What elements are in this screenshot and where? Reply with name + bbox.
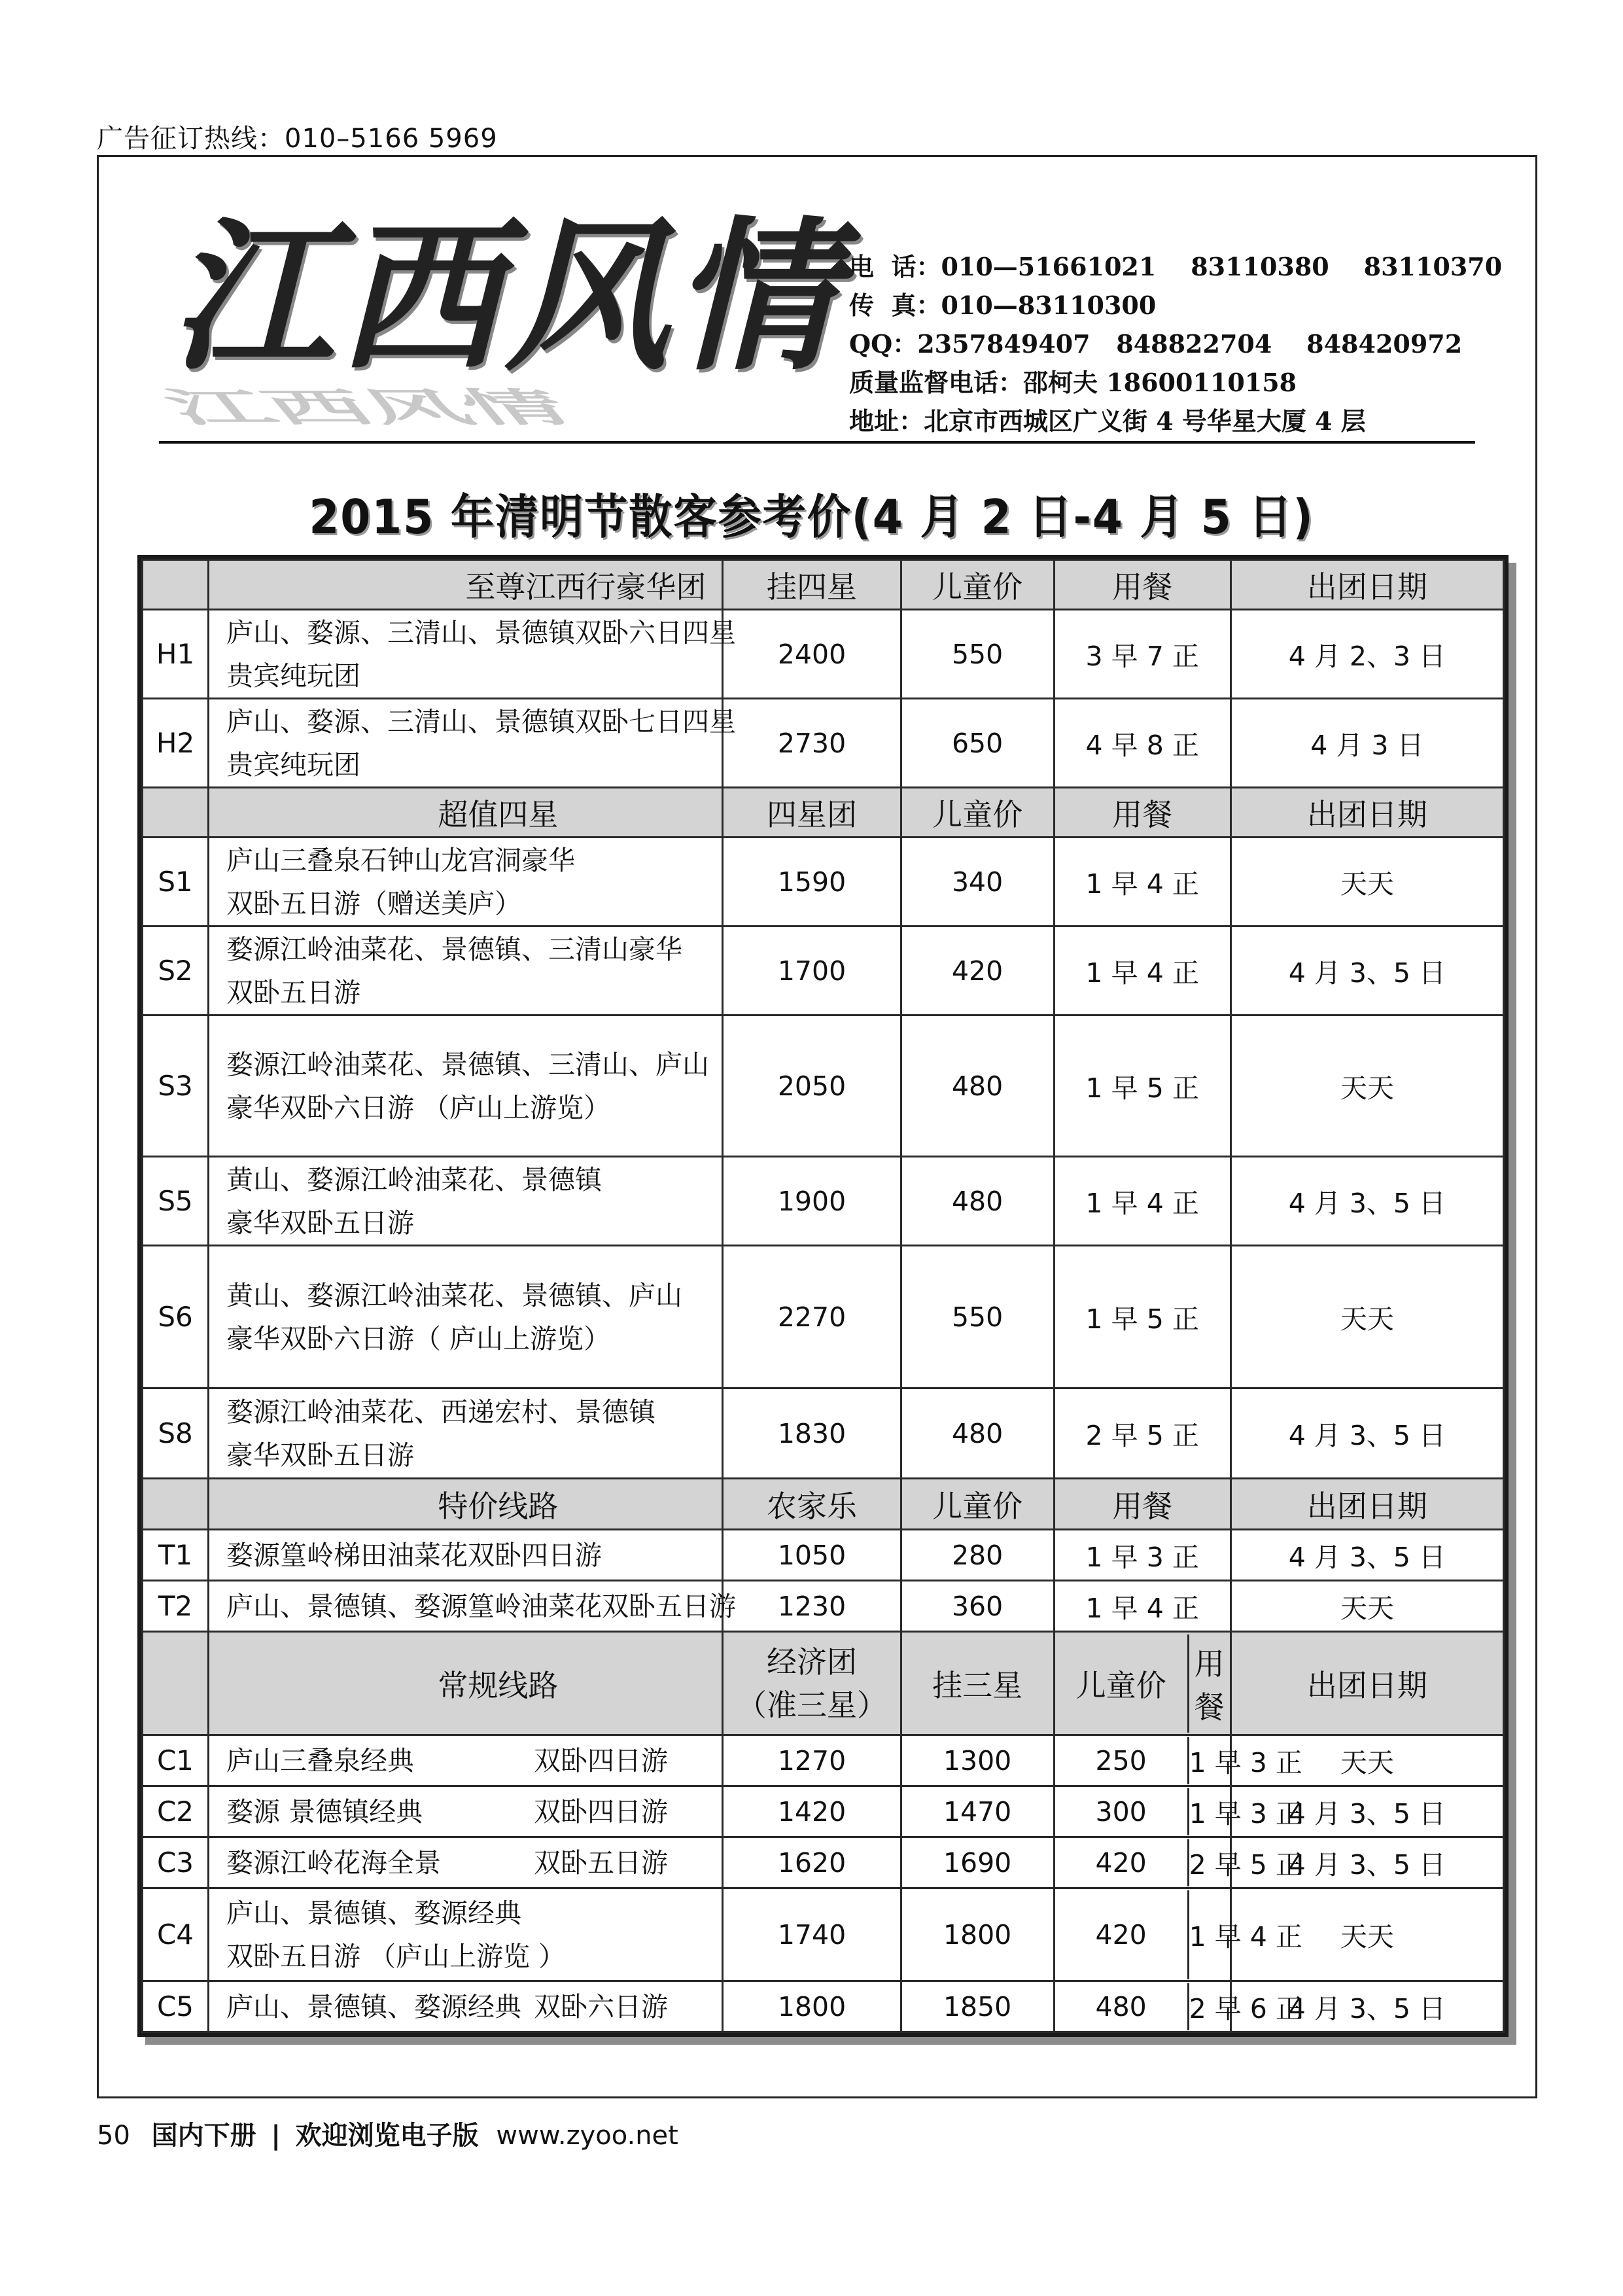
route-desc bbox=[209, 1981, 723, 2032]
route-desc: 婺源江岭油菜花、西递宏村、景德镇 豪华双卧五日游 bbox=[209, 1388, 723, 1479]
route-desc: 庐山、婺源、三清山、景德镇双卧六日四星 贵宾纯玩团 bbox=[209, 610, 723, 699]
header-date: 出团日期 bbox=[1230, 788, 1503, 838]
route-code: C3 bbox=[143, 1837, 209, 1888]
route-code: T2 bbox=[143, 1581, 209, 1632]
route-price-economy: 1740 bbox=[723, 1888, 901, 1981]
route-child-price: 360 bbox=[901, 1581, 1054, 1632]
contact-phone: 电 话：010—51661021 83110380 83110370 bbox=[849, 252, 1503, 281]
route-price: 1700 bbox=[723, 927, 901, 1016]
footer-slogan: 欢迎浏览电子版 bbox=[295, 2121, 479, 2151]
header-meal: 用餐 bbox=[1194, 1646, 1225, 1725]
route-price-economy: 1800 bbox=[723, 1981, 901, 2032]
table-row bbox=[143, 927, 1504, 1016]
table-row bbox=[143, 838, 1504, 927]
route-price-three-star: 1850 bbox=[901, 1981, 1054, 2032]
header-divider bbox=[159, 441, 1475, 444]
route-meal: 2 早 5 正 bbox=[1189, 1849, 1302, 1881]
header-meal: 用餐 bbox=[1054, 1479, 1230, 1530]
route-price-three-star: 1690 bbox=[901, 1837, 1054, 1888]
route-date: 4 月 3、5 日 bbox=[1230, 1981, 1503, 2032]
route-meal: 1 早 3 正 bbox=[1054, 1530, 1230, 1581]
ad-hotline: 广告征订热线：010–5166 5969 bbox=[97, 124, 498, 154]
header-date: 出团日期 bbox=[1230, 1632, 1503, 1735]
route-meal: 1 早 4 正 bbox=[1054, 927, 1230, 1016]
contact-address: 地址：北京市西城区广义街 4 号华星大厦 4 层 bbox=[849, 406, 1366, 436]
route-price-economy: 1620 bbox=[723, 1837, 901, 1888]
route-code: C4 bbox=[143, 1888, 209, 1981]
route-desc bbox=[209, 1735, 723, 1786]
route-meal: 1 早 4 正 bbox=[1054, 838, 1230, 927]
header-three-star: 挂三星 bbox=[901, 1632, 1054, 1735]
route-code: S6 bbox=[143, 1246, 209, 1388]
route-date: 天天 bbox=[1230, 1246, 1503, 1388]
header-child: 儿童价 bbox=[901, 788, 1054, 838]
route-date: 4 月 3、5 日 bbox=[1230, 927, 1503, 1016]
table-row bbox=[143, 610, 1504, 699]
route-meal: 1 早 5 正 bbox=[1054, 1016, 1230, 1157]
section-header bbox=[143, 788, 1504, 838]
route-meal: 1 早 4 正 bbox=[1054, 1581, 1230, 1632]
route-date: 4 月 3、5 日 bbox=[1230, 1530, 1503, 1581]
route-date: 4 月 2、3 日 bbox=[1230, 610, 1503, 699]
route-meal: 3 早 7 正 bbox=[1054, 610, 1230, 699]
header-price: 挂四星 bbox=[723, 560, 901, 610]
table-row bbox=[143, 1157, 1504, 1246]
route-price-three-star: 1470 bbox=[901, 1786, 1054, 1837]
route-name: 婺源江岭花海全景 bbox=[226, 1846, 442, 1879]
route-child-price: 480 bbox=[901, 1388, 1054, 1479]
table-row bbox=[143, 1786, 1504, 1837]
route-desc bbox=[209, 1786, 723, 1837]
route-date: 4 月 3、5 日 bbox=[1230, 1157, 1503, 1246]
table-row bbox=[143, 1388, 1504, 1479]
route-child-meal bbox=[1054, 1837, 1302, 1888]
route-child-price: 480 bbox=[1055, 1983, 1189, 2030]
route-desc: 婺源篁岭梯田油菜花双卧四日游 bbox=[209, 1530, 723, 1581]
route-code: S3 bbox=[143, 1016, 209, 1157]
header-code-cell bbox=[143, 560, 209, 610]
route-code: S8 bbox=[143, 1388, 209, 1479]
header-child: 儿童价 bbox=[901, 560, 1054, 610]
route-price-three-star: 1300 bbox=[901, 1735, 1054, 1786]
table-row bbox=[143, 1246, 1504, 1388]
route-price: 2730 bbox=[723, 699, 901, 788]
header-price: 农家乐 bbox=[723, 1479, 901, 1530]
header-economy bbox=[723, 1632, 901, 1735]
header-economy-sub: （准三星） bbox=[736, 1687, 887, 1723]
route-price-economy: 1420 bbox=[723, 1786, 901, 1837]
route-desc bbox=[209, 1837, 723, 1888]
contact-supervision: 质量监督电话：邵柯夫 18600110158 bbox=[849, 368, 1297, 397]
section-title: 特价线路 bbox=[209, 1479, 723, 1530]
route-meal: 1 早 4 正 bbox=[1054, 1157, 1230, 1246]
header-child: 儿童价 bbox=[901, 1479, 1054, 1530]
route-price: 1830 bbox=[723, 1388, 901, 1479]
route-meal: 1 早 4 正 bbox=[1189, 1921, 1302, 1952]
table-row bbox=[143, 1837, 1504, 1888]
route-desc: 婺源江岭油菜花、景德镇、三清山豪华 双卧五日游 bbox=[209, 927, 723, 1016]
route-child-price: 280 bbox=[901, 1530, 1054, 1581]
table-row bbox=[143, 1581, 1504, 1632]
route-meal: 2 早 5 正 bbox=[1054, 1388, 1230, 1479]
route-name: 庐山三叠泉经典 bbox=[226, 1744, 415, 1776]
table-row bbox=[143, 1888, 1504, 1981]
route-code: C5 bbox=[143, 1981, 209, 2032]
route-meal: 1 早 3 正 bbox=[1189, 1798, 1302, 1829]
route-code: C1 bbox=[143, 1735, 209, 1786]
footer-separator: | bbox=[271, 2121, 281, 2151]
route-desc: 庐山、景德镇、婺源篁岭油菜花双卧五日游 bbox=[209, 1581, 723, 1632]
table-row bbox=[143, 1981, 1504, 2032]
route-child-price: 340 bbox=[901, 838, 1054, 927]
footer-url[interactable]: www.zyoo.net bbox=[496, 2121, 678, 2151]
route-date: 4 月 3、5 日 bbox=[1230, 1837, 1503, 1888]
route-child-price: 550 bbox=[901, 610, 1054, 699]
section-header bbox=[143, 1632, 1504, 1735]
route-desc: 黄山、婺源江岭油菜花、景德镇 豪华双卧五日游 bbox=[209, 1157, 723, 1246]
section-header bbox=[143, 1479, 1504, 1530]
table-row bbox=[143, 1735, 1504, 1786]
route-child-meal bbox=[1054, 1735, 1302, 1786]
route-meal: 1 早 5 正 bbox=[1054, 1246, 1230, 1388]
route-child-meal bbox=[1054, 1981, 1302, 2032]
header-code-cell bbox=[143, 1479, 209, 1530]
route-code: S1 bbox=[143, 838, 209, 927]
header-meal: 用餐 bbox=[1054, 788, 1230, 838]
price-table bbox=[137, 555, 1509, 2037]
route-price: 2270 bbox=[723, 1246, 901, 1388]
route-desc: 庐山、婺源、三清山、景德镇双卧七日四星 贵宾纯玩团 bbox=[209, 699, 723, 788]
route-price: 1050 bbox=[723, 1530, 901, 1581]
route-tour: 双卧五日游 （庐山上游览 ） bbox=[226, 1940, 566, 1972]
route-price: 2400 bbox=[723, 610, 901, 699]
header-child: 儿童价 bbox=[1055, 1634, 1189, 1733]
route-price: 2050 bbox=[723, 1016, 901, 1157]
route-desc: 庐山三叠泉石钟山龙宫洞豪华 双卧五日游（赠送美庐） bbox=[209, 838, 723, 927]
section-title: 至尊江西行豪华团 bbox=[209, 560, 723, 610]
page-number: 50 bbox=[97, 2121, 130, 2151]
route-child-price: 300 bbox=[1055, 1788, 1189, 1835]
footer-section: 国内下册 bbox=[151, 2121, 256, 2151]
table-row bbox=[143, 1530, 1504, 1581]
logo-text: 江西风情 bbox=[160, 200, 879, 393]
route-tour: 双卧六日游 bbox=[534, 1990, 669, 2022]
route-desc bbox=[209, 1888, 723, 1981]
route-name: 庐山、景德镇、婺源经典 bbox=[226, 1990, 522, 2022]
contact-info bbox=[849, 247, 1502, 440]
table-row bbox=[143, 699, 1504, 788]
header-date: 出团日期 bbox=[1230, 1479, 1503, 1530]
route-code: H2 bbox=[143, 699, 209, 788]
route-price: 1900 bbox=[723, 1157, 901, 1246]
section-title: 超值四星 bbox=[209, 788, 723, 838]
page-footer bbox=[97, 2115, 678, 2152]
route-meal: 4 早 8 正 bbox=[1054, 699, 1230, 788]
route-child-price: 250 bbox=[1055, 1737, 1189, 1784]
route-tour: 双卧五日游 bbox=[534, 1846, 669, 1879]
route-name: 庐山、景德镇、婺源经典 bbox=[226, 1897, 522, 1929]
route-date: 天天 bbox=[1230, 838, 1503, 927]
route-date: 天天 bbox=[1230, 1888, 1503, 1981]
logo bbox=[152, 200, 879, 457]
route-price: 1230 bbox=[723, 1581, 901, 1632]
route-child-meal bbox=[1054, 1786, 1302, 1837]
route-name: 婺源 景德镇经典 bbox=[226, 1795, 423, 1828]
section-title: 常规线路 bbox=[209, 1632, 723, 1735]
route-child-price: 480 bbox=[901, 1016, 1054, 1157]
route-child-meal bbox=[1054, 1888, 1302, 1981]
route-child-price: 650 bbox=[901, 699, 1054, 788]
route-date: 4 月 3、5 日 bbox=[1230, 1388, 1503, 1479]
header-child-meal bbox=[1054, 1632, 1230, 1735]
contact-fax: 传 真：010—83110300 bbox=[849, 291, 1157, 320]
route-code: C2 bbox=[143, 1786, 209, 1837]
route-child-price: 480 bbox=[901, 1157, 1054, 1246]
route-date: 4 月 3、5 日 bbox=[1230, 1786, 1503, 1837]
route-date: 4 月 3 日 bbox=[1230, 699, 1503, 788]
logo-shadow: 江西风情 bbox=[152, 384, 584, 431]
route-meal: 2 早 6 正 bbox=[1189, 1993, 1302, 2024]
route-date: 天天 bbox=[1230, 1581, 1503, 1632]
header-meal: 用餐 bbox=[1054, 560, 1230, 610]
page-title: 2015 年清明节散客参考价(4 月 2 日-4 月 5 日) bbox=[309, 489, 1314, 544]
route-price-three-star: 1800 bbox=[901, 1888, 1054, 1981]
header-code-cell bbox=[143, 788, 209, 838]
route-desc: 黄山、婺源江岭油菜花、景德镇、庐山 豪华双卧六日游（ 庐山上游览） bbox=[209, 1246, 723, 1388]
route-price-economy: 1270 bbox=[723, 1735, 901, 1786]
route-date: 天天 bbox=[1230, 1735, 1503, 1786]
route-child-price: 420 bbox=[1055, 1839, 1189, 1886]
route-date: 天天 bbox=[1230, 1016, 1503, 1157]
route-tour: 双卧四日游 bbox=[534, 1795, 669, 1828]
route-code: S2 bbox=[143, 927, 209, 1016]
route-code: T1 bbox=[143, 1530, 209, 1581]
section-header bbox=[143, 560, 1504, 610]
table-row bbox=[143, 1016, 1504, 1157]
header-economy-label: 经济团 bbox=[766, 1644, 857, 1680]
route-tour: 双卧四日游 bbox=[534, 1744, 669, 1776]
route-desc: 婺源江岭油菜花、景德镇、三清山、庐山 豪华双卧六日游 （庐山上游览） bbox=[209, 1016, 723, 1157]
header-date: 出团日期 bbox=[1230, 560, 1503, 610]
route-code: S5 bbox=[143, 1157, 209, 1246]
header-code-cell bbox=[143, 1632, 209, 1735]
header-price: 四星团 bbox=[723, 788, 901, 838]
route-child-price: 420 bbox=[901, 927, 1054, 1016]
route-price: 1590 bbox=[723, 838, 901, 927]
route-meal: 1 早 3 正 bbox=[1189, 1747, 1302, 1778]
route-child-price: 550 bbox=[901, 1246, 1054, 1388]
contact-qq: QQ：2357849407 848822704 848420972 bbox=[849, 329, 1463, 359]
route-code: H1 bbox=[143, 610, 209, 699]
route-child-price: 420 bbox=[1055, 1890, 1189, 1979]
